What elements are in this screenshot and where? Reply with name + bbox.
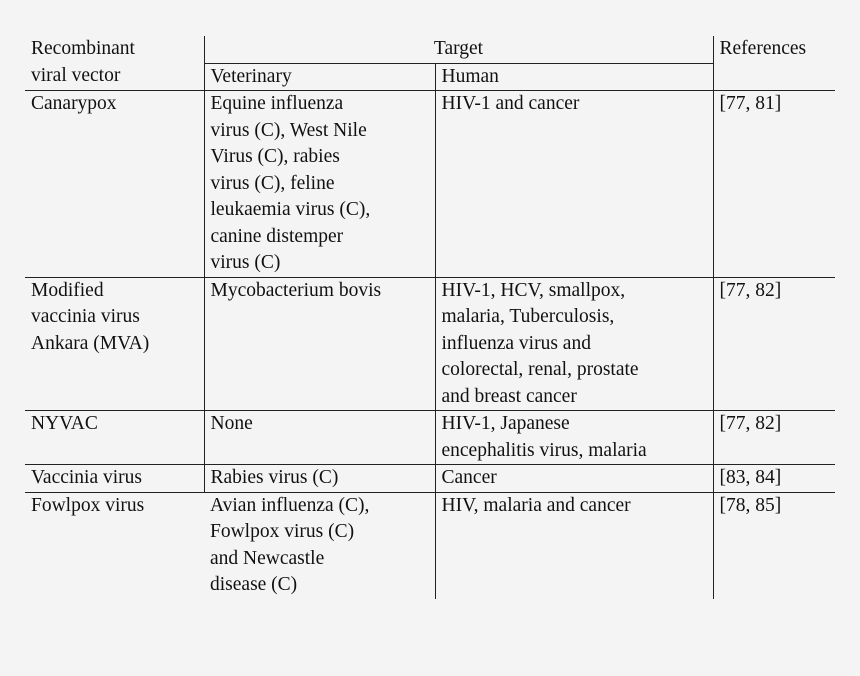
cell-veterinary: Equine influenza virus (C), West Nile Virus (C), rabies virus (C), feline leukaemia virus (C), canine distemper virus (C) bbox=[204, 91, 435, 278]
subheader-human: Human bbox=[435, 63, 713, 91]
header-references: References bbox=[713, 36, 835, 91]
cell-human: HIV-1, HCV, smallpox, malaria, Tuberculosis, influenza virus and colorectal, renal, prostate and breast cancer bbox=[435, 277, 713, 411]
cell-human: HIV-1, Japanese encephalitis virus, malaria bbox=[435, 411, 713, 465]
cell-veterinary: Avian influenza (C), Fowlpox virus (C) and Newcastle disease (C) bbox=[204, 492, 435, 599]
cell-veterinary: Rabies virus (C) bbox=[204, 465, 435, 493]
table-header-row bbox=[25, 36, 835, 63]
cell-vector: Modified vaccinia virus Ankara (MVA) bbox=[25, 277, 204, 411]
table-row bbox=[25, 277, 835, 411]
vector-table-container bbox=[25, 36, 835, 599]
cell-human: HIV, malaria and cancer bbox=[435, 492, 713, 599]
cell-references: [78, 85] bbox=[719, 494, 782, 516]
header-target: Target bbox=[204, 36, 713, 63]
subheader-veterinary: Veterinary bbox=[204, 63, 435, 91]
cell-references: [77, 81] bbox=[713, 91, 835, 278]
recombinant-vector-table bbox=[25, 36, 835, 599]
table-row bbox=[25, 411, 835, 465]
cell-human: Cancer bbox=[435, 465, 713, 493]
cell-veterinary: Mycobacterium bovis bbox=[204, 277, 435, 411]
cell-vector: Fowlpox virus bbox=[31, 494, 145, 516]
cell-veterinary: None bbox=[204, 411, 435, 465]
cell-human: HIV-1 and cancer bbox=[435, 91, 713, 278]
cell-references: [77, 82] bbox=[713, 277, 835, 411]
cell-references: [77, 82] bbox=[713, 411, 835, 465]
cell-vector: NYVAC bbox=[25, 411, 204, 465]
cell-references: [83, 84] bbox=[713, 465, 835, 493]
cell-vector: Vaccinia virus bbox=[25, 465, 204, 493]
table-row bbox=[25, 465, 835, 493]
table-row bbox=[25, 492, 835, 599]
header-recombinant-viral-vector: Recombinant viral vector bbox=[25, 36, 204, 91]
cell-vector: Canarypox bbox=[25, 91, 204, 278]
table-row bbox=[25, 91, 835, 278]
